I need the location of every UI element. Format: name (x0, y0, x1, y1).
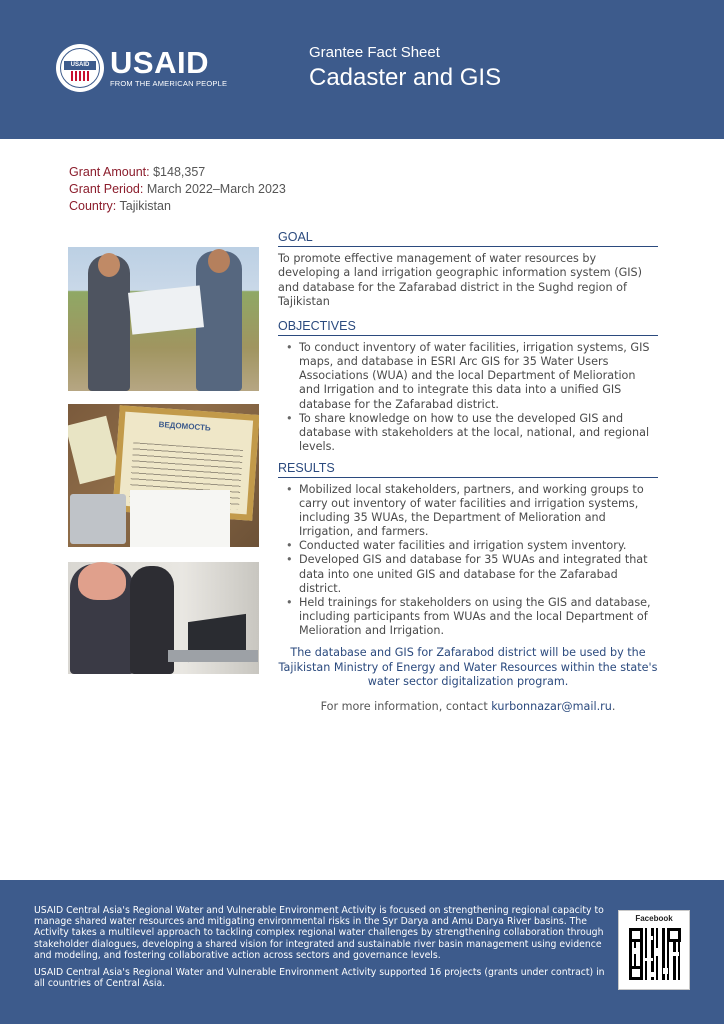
contact-prefix: For more information, contact (320, 699, 492, 713)
grant-period-label: Grant Period: (69, 182, 144, 196)
footer-banner (0, 880, 724, 1024)
contact-line (278, 700, 658, 713)
goal-heading: GOAL (278, 230, 658, 247)
logo-tagline: FROM THE AMERICAN PEOPLE (110, 79, 228, 88)
list-item: • Mobilized local stakeholders, partners, and working groups to carry out inventory of water facilities and irrigation systems, including 35 WUAs, the Department of Melioration and Irrigation, and farmers. (278, 483, 658, 539)
photo-field-map-review (68, 247, 259, 391)
calculator-icon (70, 494, 126, 544)
country-row (69, 198, 286, 215)
list-item: • Developed GIS and database for 35 WUAs and integrated that data into one united GIS and database for the Zafarabad district. (278, 553, 658, 595)
certificate-heading: ВЕДОМОСТЬ (158, 420, 211, 433)
footer-text (34, 905, 609, 989)
usaid-logo (56, 44, 227, 92)
country-label: Country: (69, 199, 117, 213)
usaid-seal-icon: USAID (56, 44, 104, 92)
contact-suffix: . (611, 699, 616, 713)
objectives-heading: OBJECTIVES (278, 319, 658, 336)
logo-wordmark: USAID (110, 45, 209, 80)
grant-amount-row (69, 164, 286, 181)
list-item: • Held trainings for stakeholders on using the GIS and database, including participants from WUAs and the local Department of Melioration and Irrigation. (278, 596, 658, 638)
footer-paragraph: USAID Central Asia's Regional Water and Vulnerable Environment Activity is focused on strengthening regional capacity to manage shared water resources and mitigating environmental risks in the Syr Darya and Amu Darya River basins. The Activity takes a multilevel approach to tackling complex regional water challenges by strengthening collaboration through stakeholder dialogues, developing a shared vision for integrated and sustainable river basin management using evidence and modeling, and fostering collaborative action across sectors and governance levels. (34, 905, 604, 961)
list-item: • To share knowledge on how to use the developed GIS and database with stakeholders at the local, national, and regional levels. (278, 412, 658, 454)
footer-paragraph: USAID Central Asia's Regional Water and Vulnerable Environment Activity supported 16 projects (grants under contract) in all countries of Central Asia. (34, 967, 605, 990)
qr-code-icon[interactable] (629, 928, 681, 980)
facebook-qr[interactable] (618, 910, 690, 990)
grant-amount-label: Grant Amount: (69, 165, 150, 179)
country-value: Tajikistan (119, 199, 171, 213)
goal-text: To promote effective management of water resources by developing a land irrigation geographic information system (GIS) and database for the Zafarabad district in the Sughd region of Tajikistan (278, 252, 643, 308)
closing-statement: The database and GIS for Zafarabod district will be used by the Tajikistan Ministry of Energy and Water Resources within the state's water sector digitalization program. (278, 645, 658, 689)
grant-amount-value: $148,357 (153, 165, 206, 179)
photo-certificate-documents (68, 404, 259, 547)
results-list (278, 483, 658, 638)
list-item: • To conduct inventory of water facilities, irrigation systems, GIS maps, and database in ESRI Arc GIS for 35 Water Users Associations (WUA) and the local Department of Melioration and Irrigation and to integrate this data into a unified GIS database for the Zafarabad district. (278, 341, 658, 411)
grant-period-value: March 2022–March 2023 (146, 182, 286, 196)
grant-info (69, 164, 286, 215)
objectives-list (278, 341, 658, 454)
page-title: Cadaster and GIS (309, 64, 502, 91)
list-item: • Conducted water facilities and irrigation system inventory. (278, 539, 658, 553)
contact-email-link[interactable]: kurbonnazar@mail.ru (491, 699, 612, 713)
header-banner (0, 0, 724, 139)
main-content (278, 230, 658, 713)
photo-training-session (68, 562, 259, 674)
grant-period-row (69, 181, 286, 198)
results-heading: RESULTS (278, 461, 658, 478)
qr-label: Facebook (635, 914, 673, 923)
document-type: Grantee Fact Sheet (309, 44, 440, 61)
